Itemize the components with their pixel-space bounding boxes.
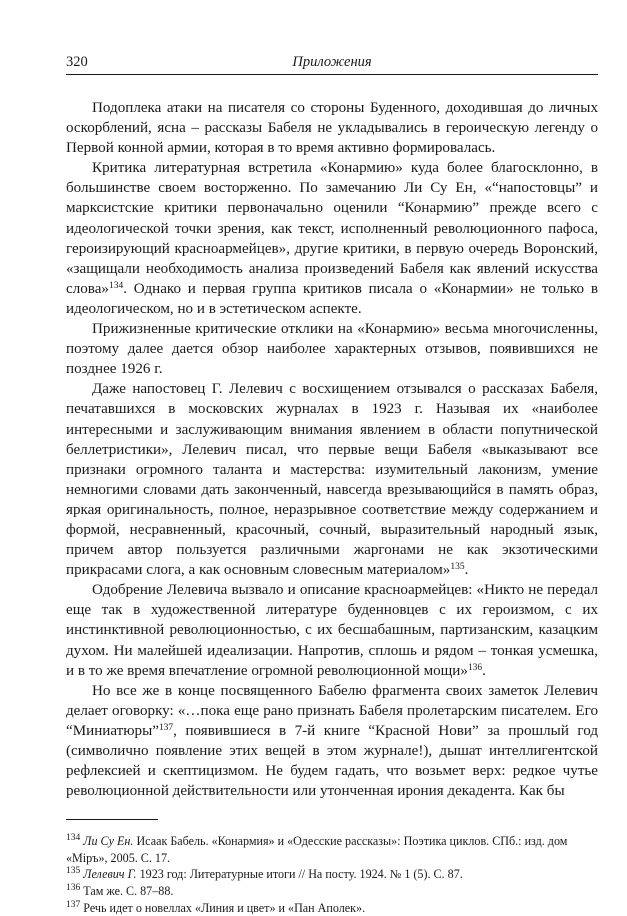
paragraph bbox=[66, 580, 598, 680]
footnote-text: Речь идет о новеллах «Линия и цвет» и «Пан Аполек». bbox=[83, 900, 366, 915]
footnote-text: Там же. С. 87–88. bbox=[83, 884, 174, 899]
paragraph-text: Но все же в конце посвященного Бабелю фрагмента своих заметок Лелевич делает оговорку: «…пока еще рано признать Бабеля пролетарским писателем. Его “Миниатюры” bbox=[66, 682, 598, 739]
footnote-number: 137 bbox=[66, 899, 81, 910]
paragraph-text: . bbox=[482, 662, 486, 679]
paragraph bbox=[66, 158, 598, 319]
paragraph-text: Прижизненные критические отклики на «Конармию» весьма многочисленны, поэтому далее дается обзор наиболее характерных отзывов, появившихся не позднее 1926 г. bbox=[66, 321, 598, 378]
paragraph bbox=[66, 681, 598, 802]
footnote-number: 136 bbox=[66, 883, 81, 894]
footnote-author: Ли Су Ен. bbox=[83, 834, 134, 849]
page-header bbox=[66, 52, 598, 72]
footnote-text: 1923 год: Литературные итоги // На посту. 1924. № 1 (5). С. 87. bbox=[139, 867, 463, 882]
footnote-number: 135 bbox=[66, 866, 81, 877]
footnote bbox=[66, 883, 598, 900]
running-title: Приложения bbox=[292, 54, 372, 70]
paragraph-text: Критика литературная встретила «Конармию» куда более благосклонно, в большинстве своем восторженно. По замечанию Ли Су Ен, «“напостовцы” и марксистские критики первоначально оценили “Конармию” прежде всего с идеологической точки зрения, как текст, исполненный революционного пафоса, героизирующий красноармейцев», другие критики, в первую очередь Воронский, «защищали необходимость анализа произведений Бабеля как явлений искусства слова» bbox=[66, 160, 598, 297]
footnote-author: Лелевич Г. bbox=[83, 867, 137, 882]
paragraph bbox=[66, 98, 598, 158]
paragraph-text: Подоплека атаки на писателя со стороны Буденного, доходившая до личных оскорблений, ясна – рассказы Бабеля не укладывались в героическую легенду о Первой конной армии, которая в то время активно формировалась. bbox=[66, 100, 598, 157]
footnote-ref: 134 bbox=[108, 280, 124, 291]
footnote-ref: 137 bbox=[158, 722, 174, 733]
page-number: 320 bbox=[66, 54, 88, 70]
paragraph bbox=[66, 379, 598, 580]
paragraph-text: . bbox=[464, 562, 469, 579]
footnote-rule bbox=[66, 819, 158, 820]
footnote-number: 134 bbox=[66, 833, 81, 844]
footnote bbox=[66, 833, 598, 866]
paragraph-text: . Однако и первая группа критиков писала о «Конармии» не только в идеологическом, но и в эстетическом аспекте. bbox=[66, 280, 598, 317]
header-rule bbox=[66, 74, 598, 75]
paragraph bbox=[66, 319, 598, 379]
footnote bbox=[66, 900, 598, 916]
paragraph-text: , появившиеся в 7-й книге “Красной Нови” за прошлый год (символично появление этих вещей в этом журнале!), дышат интеллигентской рефлексией и скептицизмом. Не будем гадать, что возьмет верх: редкое чутье революционной действительности или утонченная ирония декадента. Как бы bbox=[66, 722, 598, 800]
footnote bbox=[66, 866, 598, 883]
footnote-text: Исаак Бабель. «Конармия» и «Одесские рассказы»: Поэтика циклов. СПб.: изд. дом «Міръ», 2005. С. 17. bbox=[66, 834, 568, 865]
main-text bbox=[66, 98, 598, 801]
footnote-ref: 135 bbox=[450, 562, 465, 573]
footnote-ref: 136 bbox=[467, 662, 483, 673]
paragraph-text: Даже напостовец Г. Лелевич с восхищением отзывался о рассказах Бабеля, печатавшихся в московских журналах в 1923 г. Называя их «наиболее интересными и заслуживающим внимания явлением в области попутнической беллетристики», Лелевич писал, что первые вещи Бабеля «выказывают все признаки огромного таланта и мастерства: изумительный лаконизм, умение немногими словами дать законченный, навсегда врезывающийся в память образ, яркая оригинальность, полное, неразрывное соответствие между содержанием и формой, несравненный, красочный, сочный, выразительный народный язык, причем автор пользуется различными жаргонами не как экзотическими прикрасами слога, а как основным словесным материалом» bbox=[66, 381, 598, 579]
paragraph-text: Одобрение Лелевича вызвало и описание красноармейцев: «Никто не передал еще так в художественной литературе буденновцев с их героизмом, с их инстинктивной революционностью, с их бесшабашным, партизанским, казацким духом. Ни малейшей идеализации. Напротив, сплошь и рядом – тонкая усмешка, и в то же время впечатление огромной революционной мощи» bbox=[66, 582, 598, 679]
footnotes bbox=[66, 833, 598, 916]
book-page bbox=[66, 52, 598, 916]
